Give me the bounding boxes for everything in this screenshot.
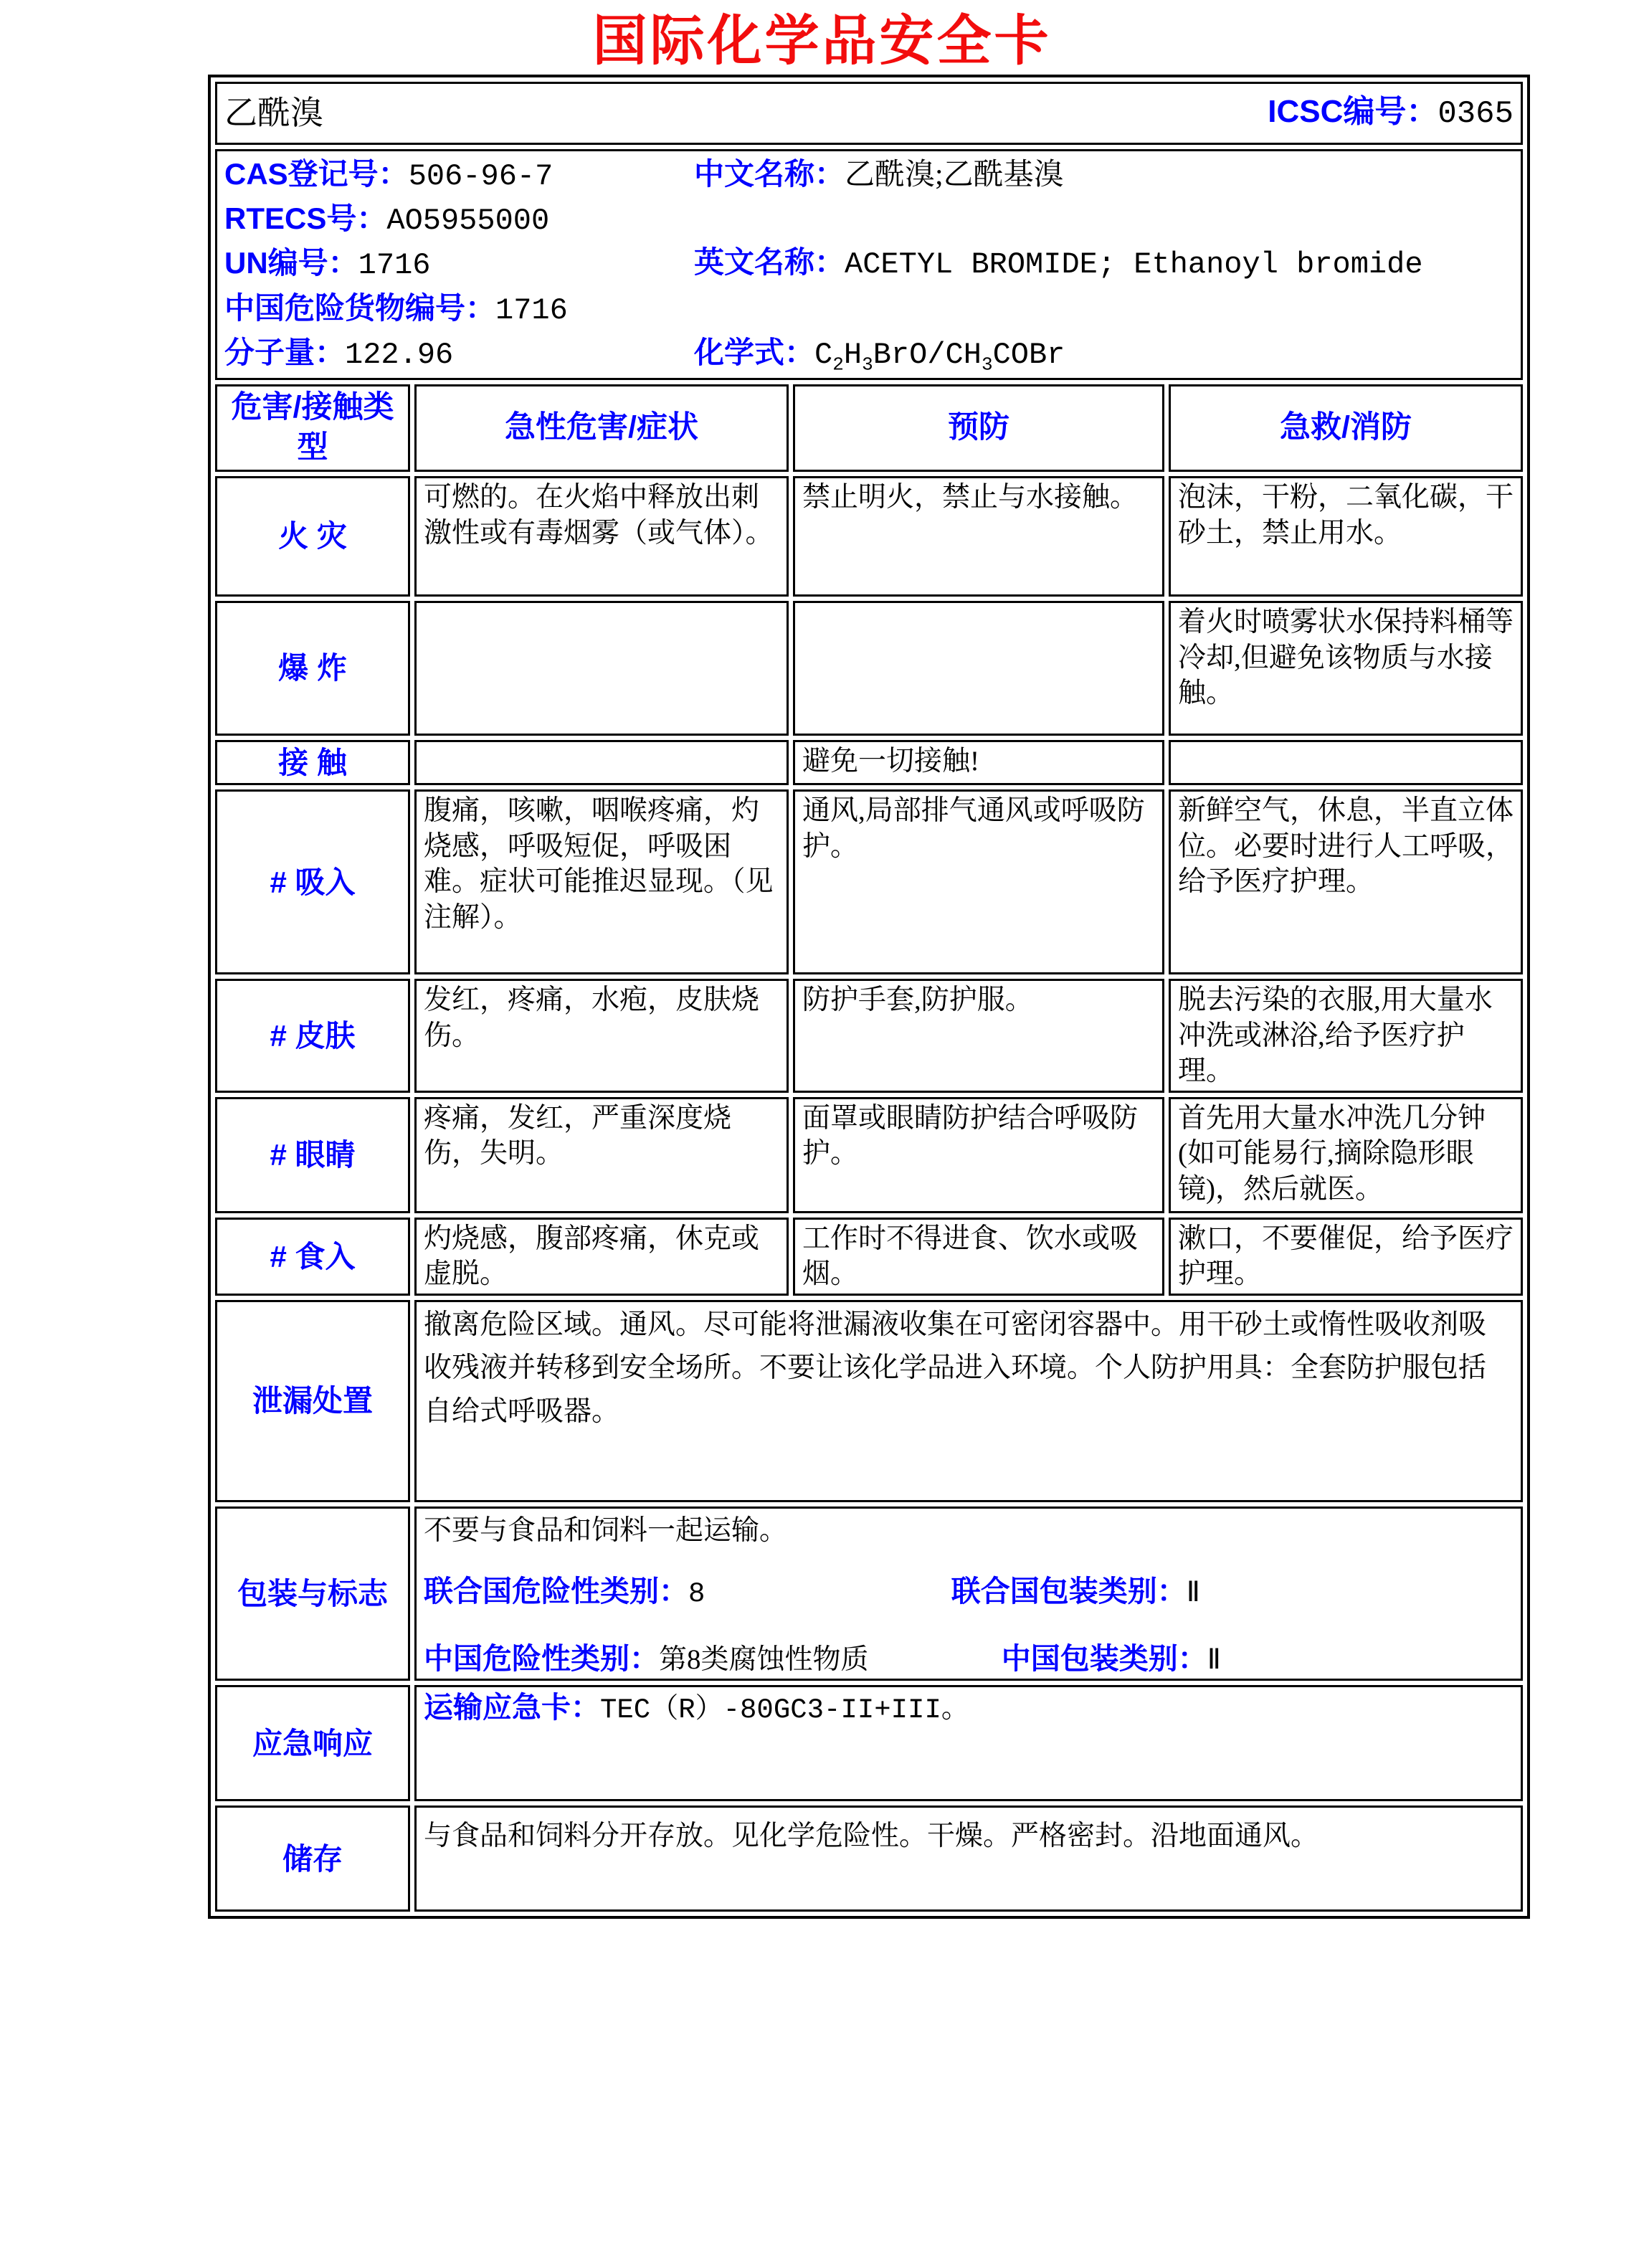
packing-cn-line (424, 1640, 1514, 1678)
fire-response-cell: 泡沫，干粉，二氧化碳，干砂土，禁止用水。 (1169, 476, 1523, 597)
fire-symptoms-cell: 可燃的。在火焰中释放出刺激性或有毒烟雾（或气体）。 (414, 476, 789, 597)
icsc-number-value: 0365 (1438, 96, 1514, 133)
un-hazard-class-label: 联合国危险性类别： (424, 1575, 688, 1608)
eyes-prevention-cell: 面罩或眼睛防护结合呼吸防护。 (793, 1097, 1164, 1213)
exposure-response-cell (1169, 740, 1523, 785)
english-name-label: 英文名称： (694, 245, 845, 280)
eyes-type-cell: # 眼睛 (215, 1097, 410, 1213)
packing-transport-note: 不要与食品和饲料一起运输。 (424, 1514, 788, 1546)
packing-content-cell (414, 1507, 1523, 1681)
icsc-number-label: ICSC编号： (1268, 94, 1438, 130)
un-hazard-class-value: 8 (688, 1578, 705, 1610)
skin-type-cell: # 皮肤 (215, 979, 410, 1093)
inhalation-symptoms-cell: 腹痛，咳嗽，咽喉疼痛，灼烧感，呼吸短促，呼吸困难。症状可能推迟显现。（见注解）。 (414, 789, 789, 974)
mol-weight-label: 分子量： (224, 335, 346, 369)
rtecs-label: RTECS号： (224, 201, 387, 236)
transport-emergency-card-value: TEC（R）-80GC3-II+III。 (600, 1694, 969, 1727)
un-number-value: 1716 (358, 248, 431, 283)
row-inhalation (215, 789, 1523, 974)
cn-packing-group-label: 中国包装类别： (1001, 1641, 1207, 1675)
row-emergency-response (215, 1685, 1523, 1801)
row-packing-labelling (215, 1507, 1523, 1681)
packing-un-line (424, 1572, 1514, 1613)
skin-symptoms-cell: 发红，疼痛，水疱，皮肤烧伤。 (414, 979, 789, 1093)
chinese-name-field (694, 157, 1514, 192)
formula-field (694, 335, 1514, 376)
cn-dg-number-value: 1716 (495, 293, 568, 328)
fire-prevention-cell: 禁止明火，禁止与水接触。 (793, 476, 1164, 597)
inhalation-type-cell: # 吸入 (215, 789, 410, 974)
row-skin (215, 979, 1523, 1093)
cn-packing-group-value: Ⅱ (1207, 1643, 1221, 1675)
formula-value: $C_2H_3BrO/CH_3COBr$ (814, 337, 1065, 376)
header-prevention: 预防 (793, 384, 1164, 472)
exposure-symptoms-cell (414, 740, 789, 785)
rtecs-field (224, 201, 694, 238)
skin-prevention-cell: 防护手套,防护服。 (793, 979, 1164, 1093)
eyes-response-cell: 首先用大量水冲洗几分钟(如可能易行,摘除隐形眼镜)，然后就医。 (1169, 1097, 1523, 1213)
emergency-type-cell: 应急响应 (215, 1685, 410, 1801)
icsc-card-table (208, 75, 1530, 1919)
info-cell (215, 149, 1523, 380)
chinese-name-value: 乙酰溴;乙酰基溴 (845, 158, 1064, 191)
cas-field (224, 157, 694, 194)
exposure-prevention-cell: 避免一切接触! (793, 740, 1164, 785)
cas-label: CAS登记号： (224, 157, 409, 191)
info-right-column (694, 153, 1514, 376)
ingestion-type-cell: # 食入 (215, 1218, 410, 1296)
ingestion-prevention-cell: 工作时不得进食、饮水或吸烟。 (793, 1218, 1164, 1296)
exposure-type-cell: 接 触 (215, 740, 410, 785)
english-name-field (694, 245, 1514, 282)
packing-type-cell: 包装与标志 (215, 1507, 410, 1681)
spill-text-cell: 撤离危险区域。通风。尽可能将泄漏液收集在可密闭容器中。用干砂土或惰性吸收剂吸收残液并转移到安全场所。不要让该化学品进入环境。个人防护用具：全套防护服包括自给式呼吸器。 (414, 1300, 1523, 1502)
ingestion-response-cell: 漱口，不要催促，给予医疗护理。 (1169, 1218, 1523, 1296)
explosion-symptoms-cell (414, 601, 789, 736)
name-row (215, 82, 1523, 145)
header-firstaid-firefighting: 急救/消防 (1169, 384, 1523, 472)
row-exposure (215, 740, 1523, 785)
name-cell (215, 82, 1523, 145)
cn-hazard-class-label: 中国危险性类别： (424, 1641, 659, 1675)
header-hazard-type: 危害/接触类型 (215, 384, 410, 472)
eyes-symptoms-cell: 疼痛，发红，严重深度烧伤，失明。 (414, 1097, 789, 1213)
spill-type-cell: 泄漏处置 (215, 1300, 410, 1502)
english-name-value: ACETYL BROMIDE; Ethanoyl bromide (845, 247, 1423, 283)
info-left-column (224, 153, 694, 376)
cas-value: 506-96-7 (408, 159, 553, 194)
fire-type-cell: 火 灾 (215, 476, 410, 597)
row-storage (215, 1806, 1523, 1912)
storage-type-cell: 储存 (215, 1806, 410, 1912)
cn-dg-number-label: 中国危险货物编号： (224, 290, 496, 325)
transport-emergency-card-label: 运输应急卡： (424, 1691, 600, 1724)
skin-response-cell: 脱去污染的衣服,用大量水冲洗或淋浴,给予医疗护理。 (1169, 979, 1523, 1093)
row-spill-disposal (215, 1300, 1523, 1502)
mol-weight-field (224, 336, 694, 372)
explosion-type-cell: 爆 炸 (215, 601, 410, 736)
un-packing-group-label: 联合国包装类别： (951, 1575, 1187, 1608)
row-ingestion (215, 1218, 1523, 1296)
header-acute-symptoms: 急性危害/症状 (414, 384, 789, 472)
explosion-response-cell: 着火时喷雾状水保持料桶等冷却,但避免该物质与水接触。 (1169, 601, 1523, 736)
chemical-name: 乙酰溴 (224, 94, 323, 131)
rtecs-value: AO5955000 (386, 204, 550, 239)
mol-weight-value: 122.96 (345, 337, 454, 372)
un-number-field (224, 246, 694, 283)
inhalation-prevention-cell: 通风,局部排气通风或呼吸防护。 (793, 789, 1164, 974)
chinese-name-label: 中文名称： (694, 157, 845, 191)
storage-text-cell: 与食品和饲料分开存放。见化学危险性。干燥。严格密封。沿地面通风。 (414, 1806, 1523, 1912)
emergency-content-cell (414, 1685, 1523, 1801)
info-row (215, 149, 1523, 380)
un-packing-group-value: Ⅱ (1186, 1577, 1200, 1608)
formula-label: 化学式： (694, 335, 815, 369)
explosion-prevention-cell (793, 601, 1164, 736)
ingestion-symptoms-cell: 灼烧感，腹部疼痛，休克或虚脱。 (414, 1218, 789, 1296)
header-row (215, 384, 1523, 472)
row-fire (215, 476, 1523, 597)
page-title: 国际化学品安全卡 (592, 11, 1052, 72)
row-eyes (215, 1097, 1523, 1213)
row-explosion (215, 601, 1523, 736)
cn-hazard-class-value: 第8类腐蚀性物质 (659, 1643, 869, 1675)
inhalation-response-cell: 新鲜空气，休息，半直立体位。必要时进行人工呼吸，给予医疗护理。 (1169, 789, 1523, 974)
un-number-label: UN编号： (224, 246, 358, 280)
icsc-number-group (1268, 92, 1514, 135)
cn-dg-number-field (224, 291, 694, 328)
